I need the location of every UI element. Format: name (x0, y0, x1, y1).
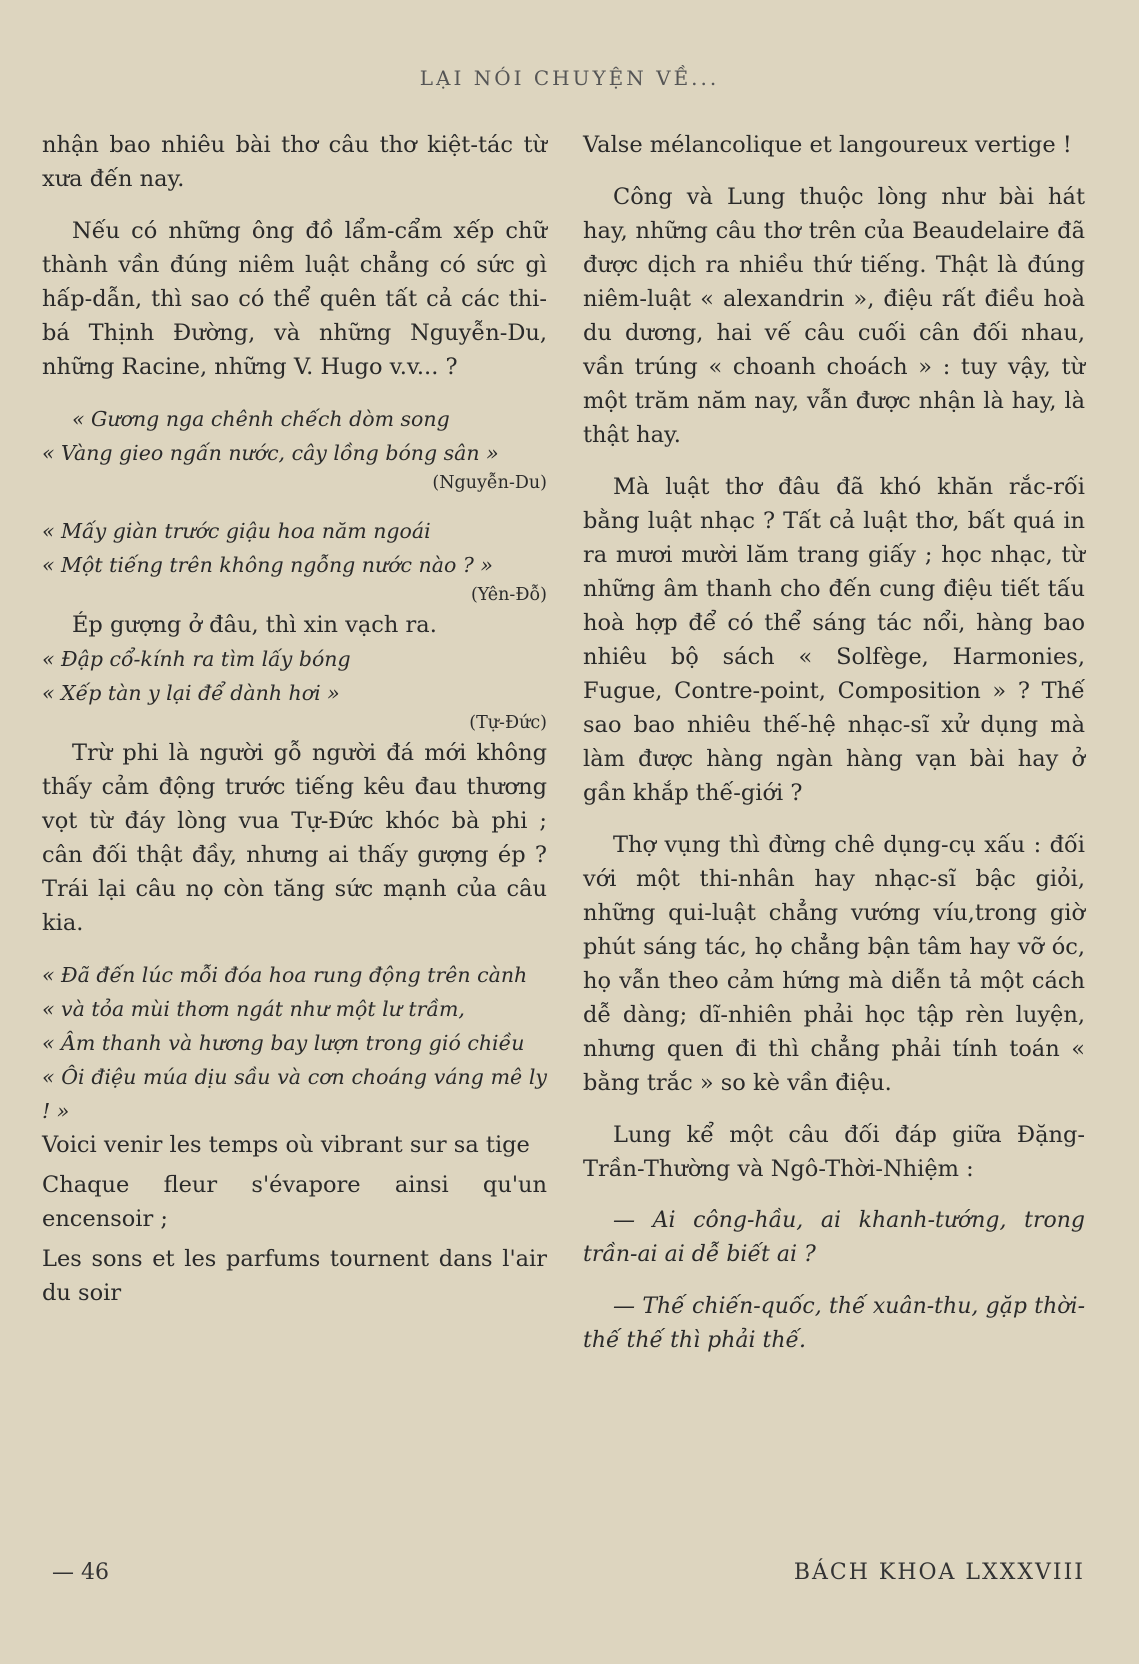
poem-line: « và tỏa mùi thơm ngát như một lư trầm, (42, 997, 465, 1021)
couplet-line: — Ai công-hầu, ai khanh-tướng, trong trần-ai ai dễ biết ai ? (583, 1208, 1085, 1267)
poem-line: « Đập cổ-kính ra tìm lấy bóng (42, 647, 351, 671)
poem-line: « Vàng gieo ngấn nước, cây lồng bóng sân » (42, 441, 499, 465)
paragraph: Mà luật thơ đâu đã khó khăn rắc-rối bằng luật nhạc ? Tất cả luật thơ, bất quá in ra mươi mười lăm trang giấy ; học nhạc, từ những âm thanh cho đến cung điệu tiết tấu hoà hợp để có thể sáng tác nổi, hàng bao nhiêu bộ sách « Solfège, Harmonies, Fugue, Contre-point, Composition » ? Thế sao bao nhiêu thế-hệ nhạc-sĩ xử dụng mà làm được hàng ngàn hàng vạn bài hay ở gần khắp thế-giới ? (583, 474, 1085, 806)
paragraph: nhận bao nhiêu bài thơ câu thơ kiệt-tác từ xưa đến nay. (42, 132, 547, 192)
french-line: Valse mélancolique et langoureux vertige ! (583, 132, 1072, 158)
paragraph: Lung kể một câu đối đáp giữa Đặng-Trần-Thường và Ngô-Thời-Nhiệm : (583, 1122, 1085, 1182)
left-column (42, 128, 547, 1310)
poem-line: « Đã đến lúc mỗi đóa hoa rung động trên cành (42, 963, 528, 987)
attribution: (Tự-Đức) (469, 713, 547, 733)
poem-line: « Xếp tàn y lại để dành hơi » (42, 681, 340, 705)
running-title: LẠI NÓI CHUYỆN VỀ... (419, 66, 720, 90)
right-column (583, 128, 1085, 1358)
paragraph: Ép gượng ở đâu, thì xin vạch ra. (72, 612, 437, 638)
paragraph: Trừ phi là người gỗ người đá mới không thấy cảm động trước tiếng kêu đau thương vọt từ đáy lòng vua Tự-Đức khóc bà phi ; cân đối thật đầy, nhưng ai thấy gượng ép ? Trái lại câu nọ còn tăng sức mạnh của câu kia. (42, 740, 547, 936)
magazine-name: BÁCH KHOA LXXXVIII (793, 1560, 1085, 1585)
poem-line: « Một tiếng trên không ngỗng nước nào ? » (42, 553, 493, 577)
paragraph: Thợ vụng thì đừng chê dụng-cụ xấu : đối với một thi-nhân hay nhạc-sĩ bậc giỏi, những qui-luật chẳng vướng víu,trong giờ phút sáng tác, họ chẳng bận tâm hay vỡ óc, họ vẫn theo cảm hứng mà diễn tả một cách dễ dàng; dĩ-nhiên phải học tập rèn luyện, nhưng quen đi thì chẳng phải tính toán « bằng trắc » so kè vần điệu. (583, 832, 1085, 1096)
poem-line: « Ôi điệu múa dịu sầu và cơn choáng váng mê ly ! » (42, 1065, 547, 1123)
couplet-line: — Thế chiến-quốc, thế xuân-thu, gặp thời-thế thế thì phải thế. (583, 1294, 1085, 1353)
french-line: Chaque fleur s'évapore ainsi qu'un encensoir ; (42, 1172, 547, 1232)
french-line: Les sons et les parfums tournent dans l'air du soir (42, 1246, 547, 1306)
poem-line: « Mấy giàn trước giậu hoa năm ngoái (42, 519, 431, 543)
poem-line: « Gương nga chênh chếch dòm song (72, 407, 450, 431)
paragraph: Nếu có những ông đồ lẩm-cẩm xếp chữ thành vần đúng niêm luật chẳng có sức gì hấp-dẫn, thì sao có thể quên tất cả các thi-bá Thịnh Đường, và những Nguyễn-Du, những Racine, những V. Hugo v.v... ? (42, 218, 547, 380)
attribution: (Nguyễn-Du) (432, 473, 547, 493)
french-line: Voici venir les temps où vibrant sur sa tige (42, 1132, 530, 1158)
paragraph: Công và Lung thuộc lòng như bài hát hay, những câu thơ trên của Beaudelaire đã được dịch ra nhiều thứ tiếng. Thật là đúng niêm-luật « alexandrin », điệu rất điều hoà du dương, hai vế câu cuối cân đối nhau, vần trúng « choanh choách » : tuy vậy, từ một trăm năm nay, vẫn được nhận là hay, là thật hay. (583, 184, 1085, 448)
page-number: — 46 (52, 1560, 109, 1585)
attribution: (Yên-Đỗ) (470, 585, 547, 605)
poem-line: « Âm thanh và hương bay lượn trong gió chiều (42, 1031, 525, 1055)
